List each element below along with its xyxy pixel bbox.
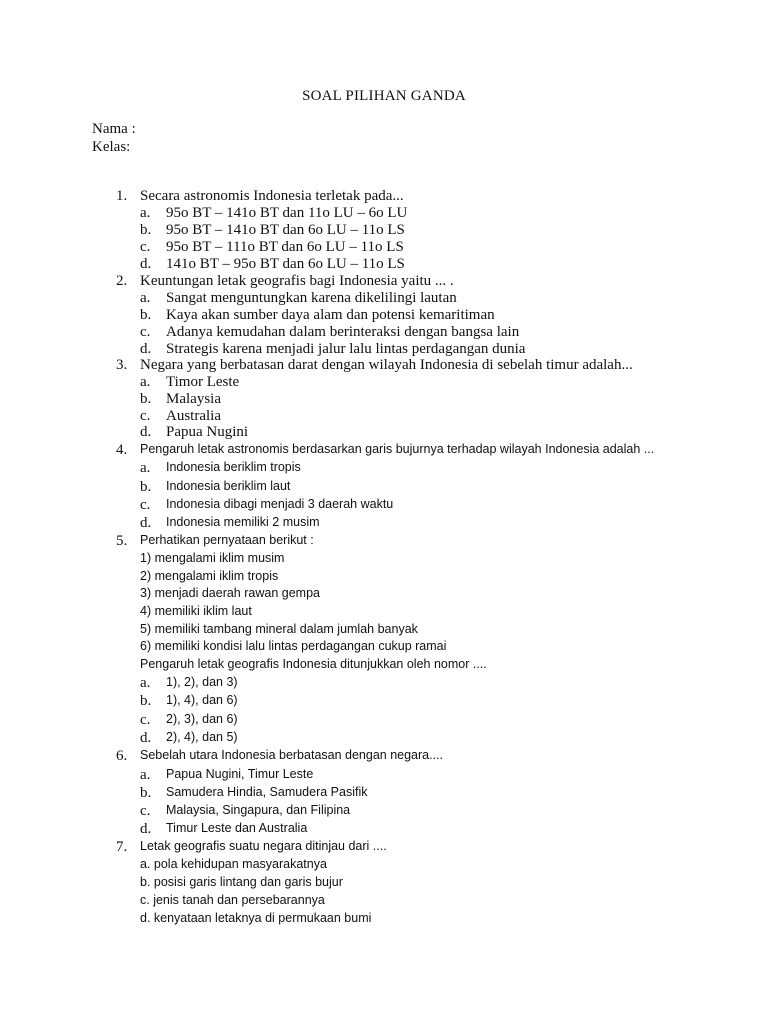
class-field-label: Kelas: <box>92 139 131 155</box>
question-number: 5. <box>116 533 128 549</box>
page-title: SOAL PILIHAN GANDA <box>302 88 466 104</box>
question-text: Pengaruh letak astronomis berdasarkan garis bujurnya terhadap wilayah Indonesia adalah ... <box>140 442 655 456</box>
option-text: Indonesia beriklim tropis <box>166 460 301 474</box>
option-letter: d. <box>140 341 152 357</box>
question-text: Negara yang berbatasan darat dengan wilayah Indonesia di sebelah timur adalah... <box>140 357 633 373</box>
option-text: Indonesia dibagi menjadi 3 daerah waktu <box>166 497 394 511</box>
option-text: Papua Nugini <box>166 424 249 440</box>
question-text: Sebelah utara Indonesia berbatasan dengan negara.... <box>140 748 444 762</box>
option-text: 1), 4), dan 6) <box>166 693 238 707</box>
name-field-label: Nama : <box>92 121 136 137</box>
statement-4: 4) memiliki iklim laut <box>140 604 252 618</box>
question-text: Keuntungan letak geografis bagi Indonesia yaitu ... . <box>140 273 454 289</box>
option-text: Australia <box>166 408 221 424</box>
option-letter: c. <box>140 712 151 728</box>
question-text: Letak geografis suatu negara ditinjau dari .... <box>140 839 387 853</box>
option-letter: d. <box>140 424 152 440</box>
option-letter: b. <box>140 693 152 709</box>
option-letter: b. <box>140 391 152 407</box>
option-text: Sangat menguntungkan karena dikelilingi lautan <box>166 290 457 306</box>
option-text: Papua Nugini, Timur Leste <box>166 767 314 781</box>
statement-3: 3) menjadi daerah rawan gempa <box>140 586 320 600</box>
option-letter: a. <box>140 205 151 221</box>
question-number: 1. <box>116 188 128 204</box>
option-text: Strategis karena menjadi jalur lalu lintas perdagangan dunia <box>166 341 526 357</box>
statement-1: 1) mengalami iklim musim <box>140 551 285 565</box>
option-letter: b. <box>140 785 152 801</box>
option-7a: a. pola kehidupan masyarakatnya <box>140 857 327 871</box>
question-number: 2. <box>116 273 128 289</box>
question-text: Secara astronomis Indonesia terletak pada... <box>140 188 404 204</box>
question-5-prompt: Pengaruh letak geografis Indonesia ditunjukkan oleh nomor .... <box>140 657 487 671</box>
option-text: 2), 4), dan 5) <box>166 730 238 744</box>
option-letter: c. <box>140 324 151 340</box>
option-letter: c. <box>140 497 151 513</box>
option-letter: c. <box>140 803 151 819</box>
option-letter: a. <box>140 290 151 306</box>
option-text: 141o BT – 95o BT dan 6o LU – 11o LS <box>166 256 405 272</box>
option-letter: c. <box>140 239 151 255</box>
option-7b: b. posisi garis lintang dan garis bujur <box>140 875 343 889</box>
option-text: Kaya akan sumber daya alam dan potensi kemaritiman <box>166 307 495 323</box>
option-letter: c. <box>140 408 151 424</box>
option-letter: b. <box>140 479 152 495</box>
question-number: 6. <box>116 748 128 764</box>
option-letter: a. <box>140 374 151 390</box>
statement-2: 2) mengalami iklim tropis <box>140 569 279 583</box>
option-text: Malaysia <box>166 391 221 407</box>
option-text: Malaysia, Singapura, dan Filipina <box>166 803 351 817</box>
question-text: Perhatikan pernyataan berikut : <box>140 533 314 547</box>
option-7c: c. jenis tanah dan persebarannya <box>140 893 325 907</box>
option-text: Timur Leste dan Australia <box>166 821 308 835</box>
option-text: 95o BT – 141o BT dan 11o LU – 6o LU <box>166 205 408 221</box>
option-letter: a. <box>140 460 151 476</box>
option-letter: a. <box>140 675 151 691</box>
question-number: 4. <box>116 442 128 458</box>
option-letter: b. <box>140 222 152 238</box>
question-number: 3. <box>116 357 128 373</box>
option-letter: d. <box>140 821 152 837</box>
question-number: 7. <box>116 839 128 855</box>
option-text: 95o BT – 141o BT dan 6o LU – 11o LS <box>166 222 405 238</box>
option-text: Adanya kemudahan dalam berinteraksi dengan bangsa lain <box>166 324 520 340</box>
statement-6: 6) memiliki kondisi lalu lintas perdagangan cukup ramai <box>140 639 447 653</box>
option-text: Indonesia memiliki 2 musim <box>166 515 320 529</box>
option-text: Samudera Hindia, Samudera Pasifik <box>166 785 368 799</box>
option-letter: d. <box>140 515 152 531</box>
option-letter: d. <box>140 256 152 272</box>
option-letter: b. <box>140 307 152 323</box>
option-text: Timor Leste <box>166 374 240 390</box>
statement-5: 5) memiliki tambang mineral dalam jumlah banyak <box>140 622 418 636</box>
option-letter: a. <box>140 767 151 783</box>
option-text: 2), 3), dan 6) <box>166 712 238 726</box>
option-7d: d. kenyataan letaknya di permukaan bumi <box>140 911 372 925</box>
option-text: 95o BT – 111o BT dan 6o LU – 11o LS <box>166 239 404 255</box>
option-text: Indonesia beriklim laut <box>166 479 291 493</box>
option-letter: d. <box>140 730 152 746</box>
option-text: 1), 2), dan 3) <box>166 675 238 689</box>
